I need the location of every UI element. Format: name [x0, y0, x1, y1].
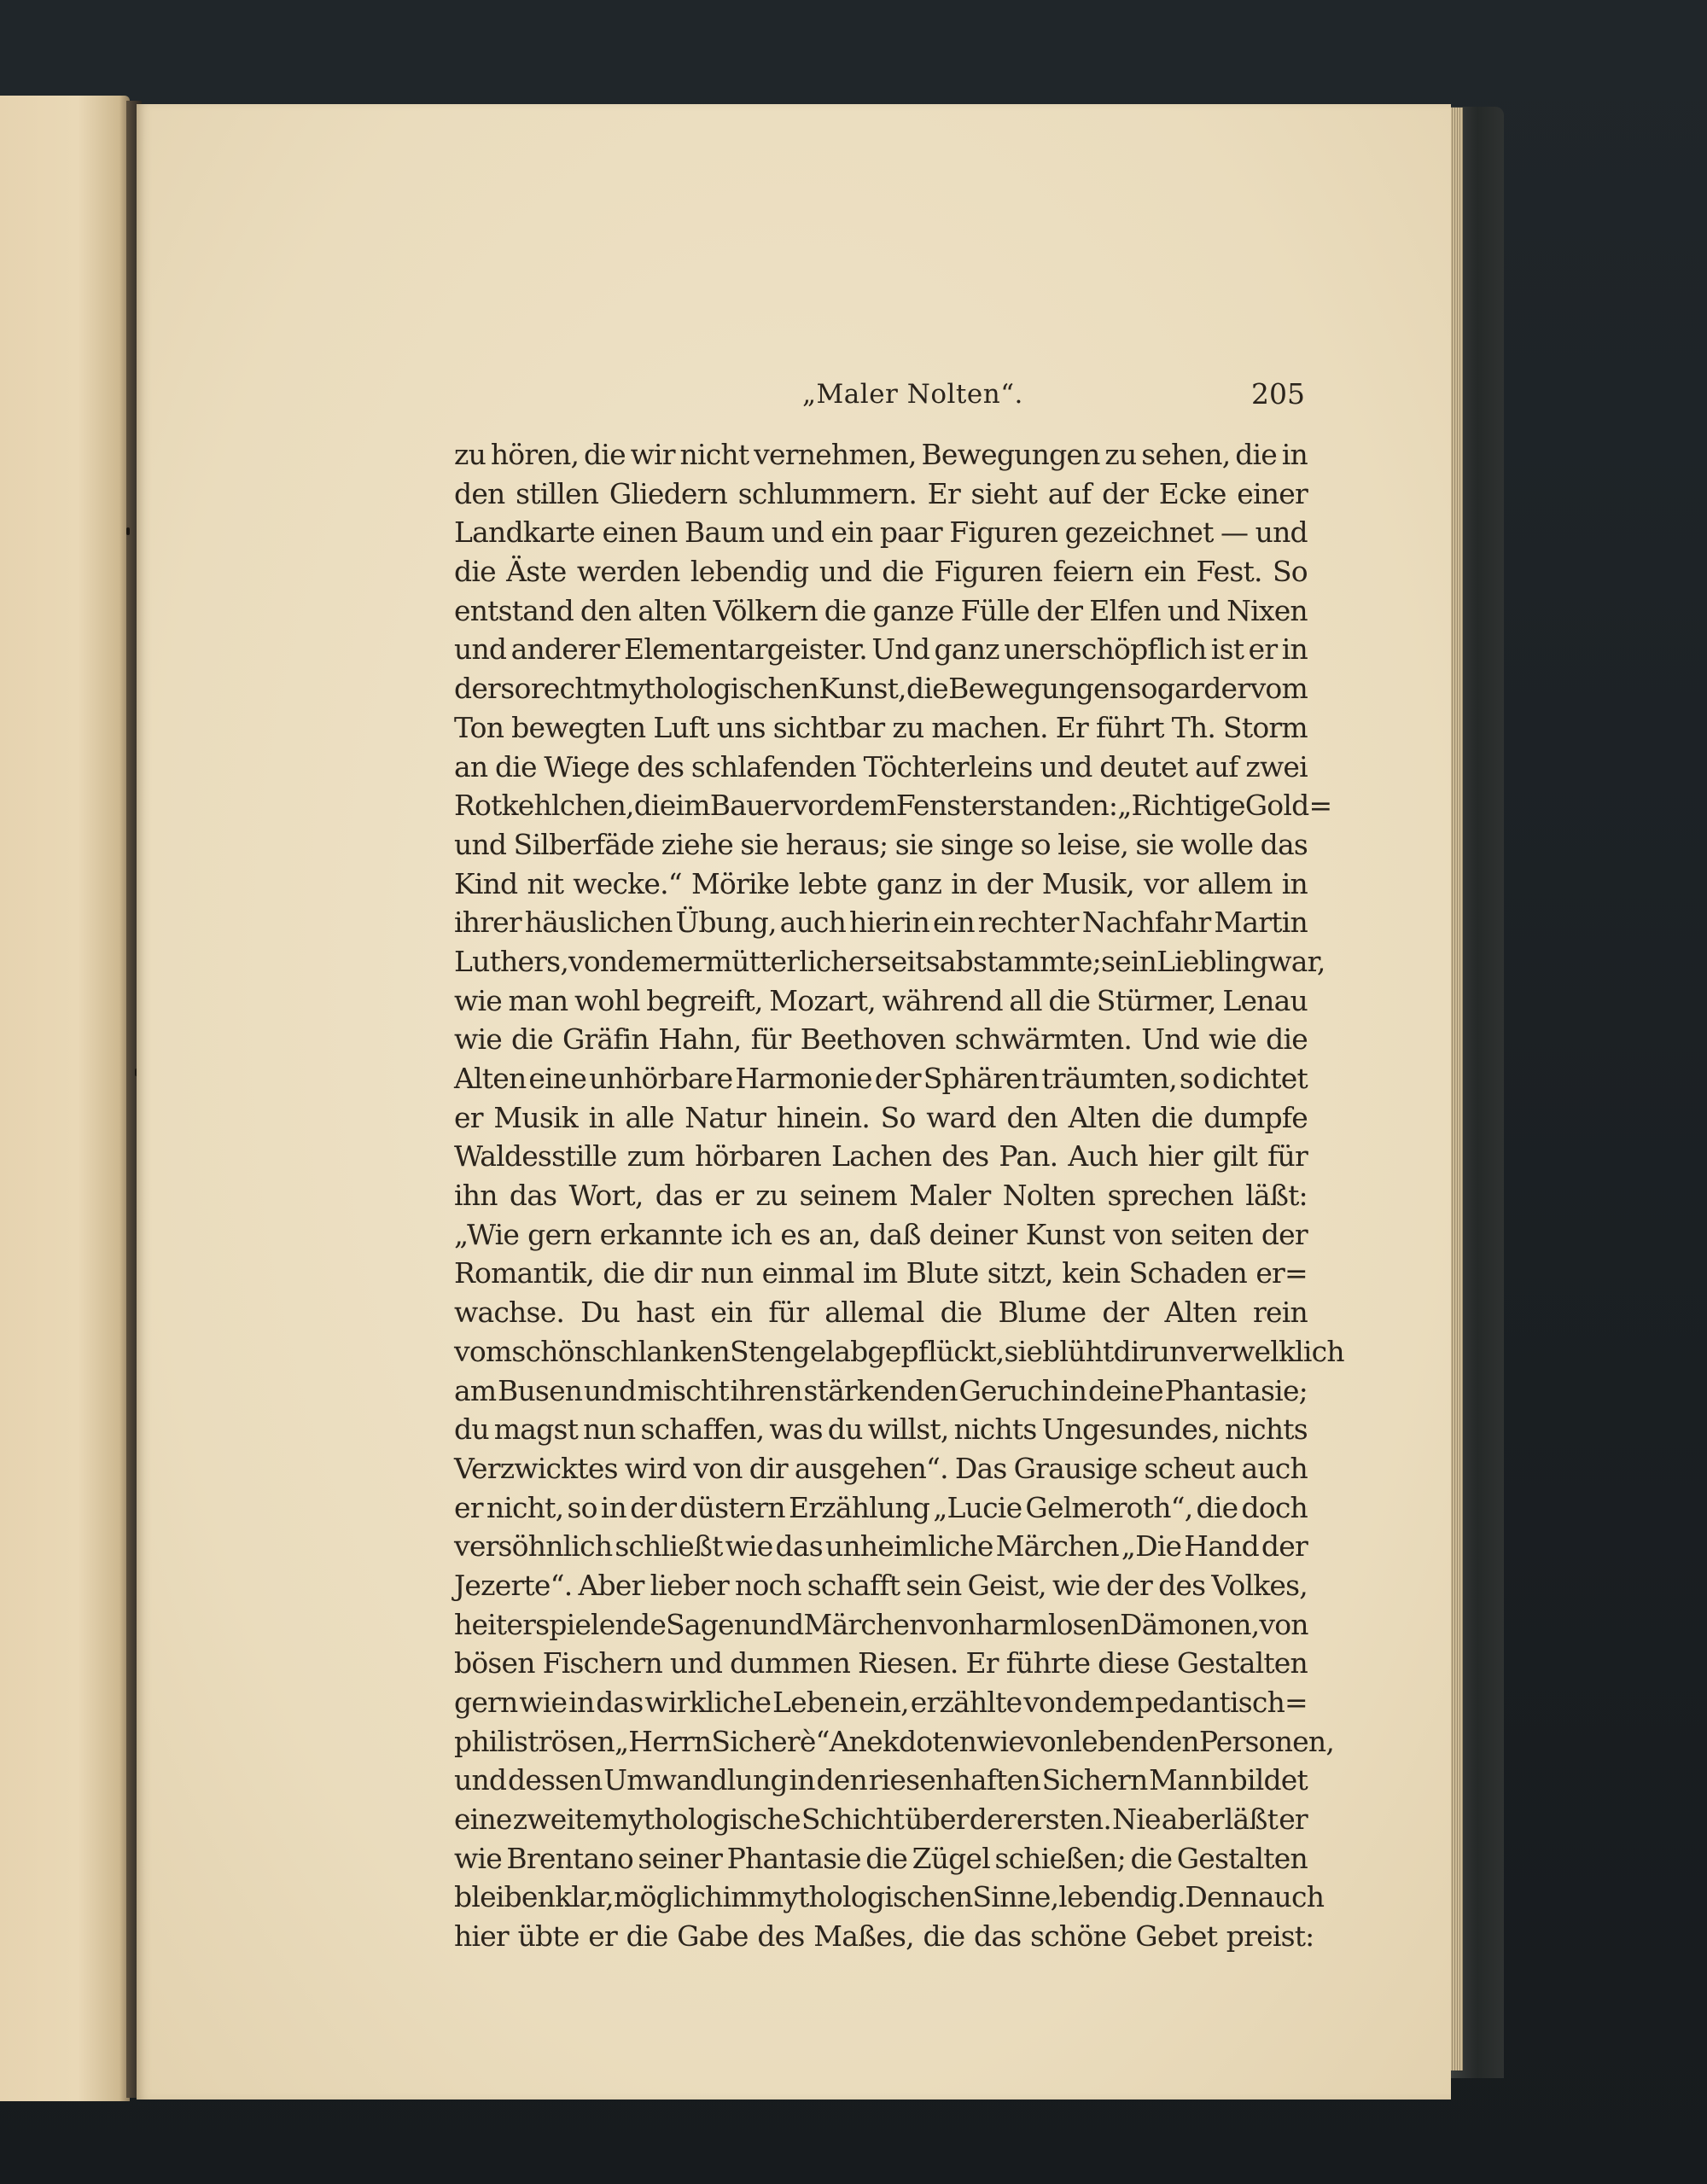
text-line: Ton bewegten Luft uns sichtbar zu machen. Er führt Th. Storm — [454, 710, 1308, 744]
text-line: Landkarte einen Baum und ein paar Figuren gezeichnet — und — [454, 515, 1308, 550]
text-line: du magst nun schaffen, was du willst, nichts Ungesundes, nichts — [454, 1412, 1308, 1447]
running-head — [137, 379, 1451, 413]
text-line: heiter spielende Sagen und Märchen von harmlosen Dämonen, von — [454, 1607, 1308, 1641]
text-line: ihn das Wort, das er zu seinem Maler Nolten sprechen läßt: — [454, 1179, 1308, 1213]
text-line: gern wie in das wirkliche Leben ein, erzählte von dem pedantisch= — [454, 1686, 1308, 1719]
text-line: wie die Gräfin Hahn, für Beethoven schwärmten. Und wie die — [454, 1022, 1308, 1057]
text-line: wie Brentano seiner Phantasie die Zügel schießen; die Gestalten — [454, 1841, 1308, 1875]
text-line: Waldesstille zum hörbaren Lachen des Pan. Auch hier gilt für — [454, 1139, 1308, 1174]
text-line: ihrer häuslichen Übung, auch hierin ein rechter Nachfahr Martin — [454, 906, 1308, 940]
text-line: er Musik in alle Natur hinein. So ward den Alten die dumpfe — [454, 1100, 1308, 1134]
text-line: bleiben klar, möglich im mythologischen Sinne, lebendig. Denn auch — [454, 1880, 1325, 1914]
text-line: und Silberfäde ziehe sie heraus; sie singe so leise, sie wolle das — [454, 827, 1308, 861]
text-line: versöhnlich schließt wie das unheimliche Märchen „Die Hand der — [454, 1529, 1308, 1564]
text-line: philiströsen „Herrn Sicherè“ Anekdoten wie von lebenden Personen, — [454, 1724, 1335, 1758]
text-line: vom schönschlanken Stengel abgepflückt, sie blüht dir unverwelklich — [454, 1334, 1344, 1368]
text-line: er nicht, so in der düstern Erzählung „Lucie Gelmeroth“, die doch — [454, 1490, 1308, 1524]
text-line: entstand den alten Völkern die ganze Fülle der Elfen und Nixen — [454, 593, 1308, 627]
text-line: Kind nit wecke.“ Mörike lebte ganz in der Musik, vor allem in — [454, 866, 1308, 900]
text-line: eine zweite mythologische Schicht über der ersten. Nie aber läßt er — [454, 1803, 1308, 1837]
text-line: die Äste werden lebendig und die Figuren feiern ein Fest. So — [454, 555, 1308, 589]
text-line: Alten eine unhörbare Harmonie der Sphären träumten, so dichtet — [454, 1062, 1308, 1095]
text-line: und anderer Elementargeister. Und ganz unerschöpflich ist er in — [454, 632, 1308, 667]
text-line: zu hören, die wir nicht vernehmen, Bewegungen zu sehen, die in — [454, 438, 1308, 471]
text-line: den stillen Gliedern schlummern. Er sieht auf der Ecke einer — [454, 476, 1308, 510]
text-line: an die Wiege des schlafenden Töchterleins und deutet auf zwei — [454, 749, 1308, 783]
book-page — [137, 104, 1451, 2100]
body-text — [454, 435, 1344, 1956]
text-line: „Wie gern erkannte ich es an, daß deiner Kunst von seiten der — [454, 1217, 1308, 1251]
text-line: Romantik, die dir nun einmal im Blute sitzt, kein Schaden er= — [454, 1256, 1308, 1290]
text-line: Rotkehlchen, die im Bauer vor dem Fenster standen: „Richtige Gold= — [454, 789, 1332, 823]
text-line: Luthers, von dem er mütterlicherseits abstammte; sein Liebling war, — [454, 944, 1325, 978]
text-line: am Busen und mischt ihren stärkenden Geruch in deine Phantasie; — [454, 1373, 1308, 1407]
text-line: wie man wohl begreift, Mozart, während all die Stürmer, Lenau — [454, 983, 1308, 1017]
text-line: hier übte er die Gabe des Maßes, die das schöne Gebet preist: — [454, 1919, 1314, 1954]
text-line: wachse. Du hast ein für allemal die Blume der Alten rein — [454, 1296, 1308, 1330]
page-number: 205 — [1251, 377, 1305, 411]
text-line: der so recht mythologischen Kunst, die Bewegungen sogar der vom — [454, 672, 1308, 706]
text-line: und dessen Umwandlung in den riesenhaften Sichern Mann bildet — [454, 1763, 1308, 1797]
margin-mark — [126, 527, 130, 535]
left-page-edge — [0, 96, 130, 2101]
text-line: Jezerte“. Aber lieber noch schafft sein Geist, wie der des Volkes, — [454, 1568, 1308, 1602]
text-line: bösen Fischern und dummen Riesen. Er führte diese Gestalten — [454, 1646, 1308, 1680]
running-title: „Maler Nolten“. — [802, 379, 1023, 410]
text-line: Verzwicktes wird von dir ausgehen“. Das Grausige scheut auch — [454, 1451, 1308, 1485]
